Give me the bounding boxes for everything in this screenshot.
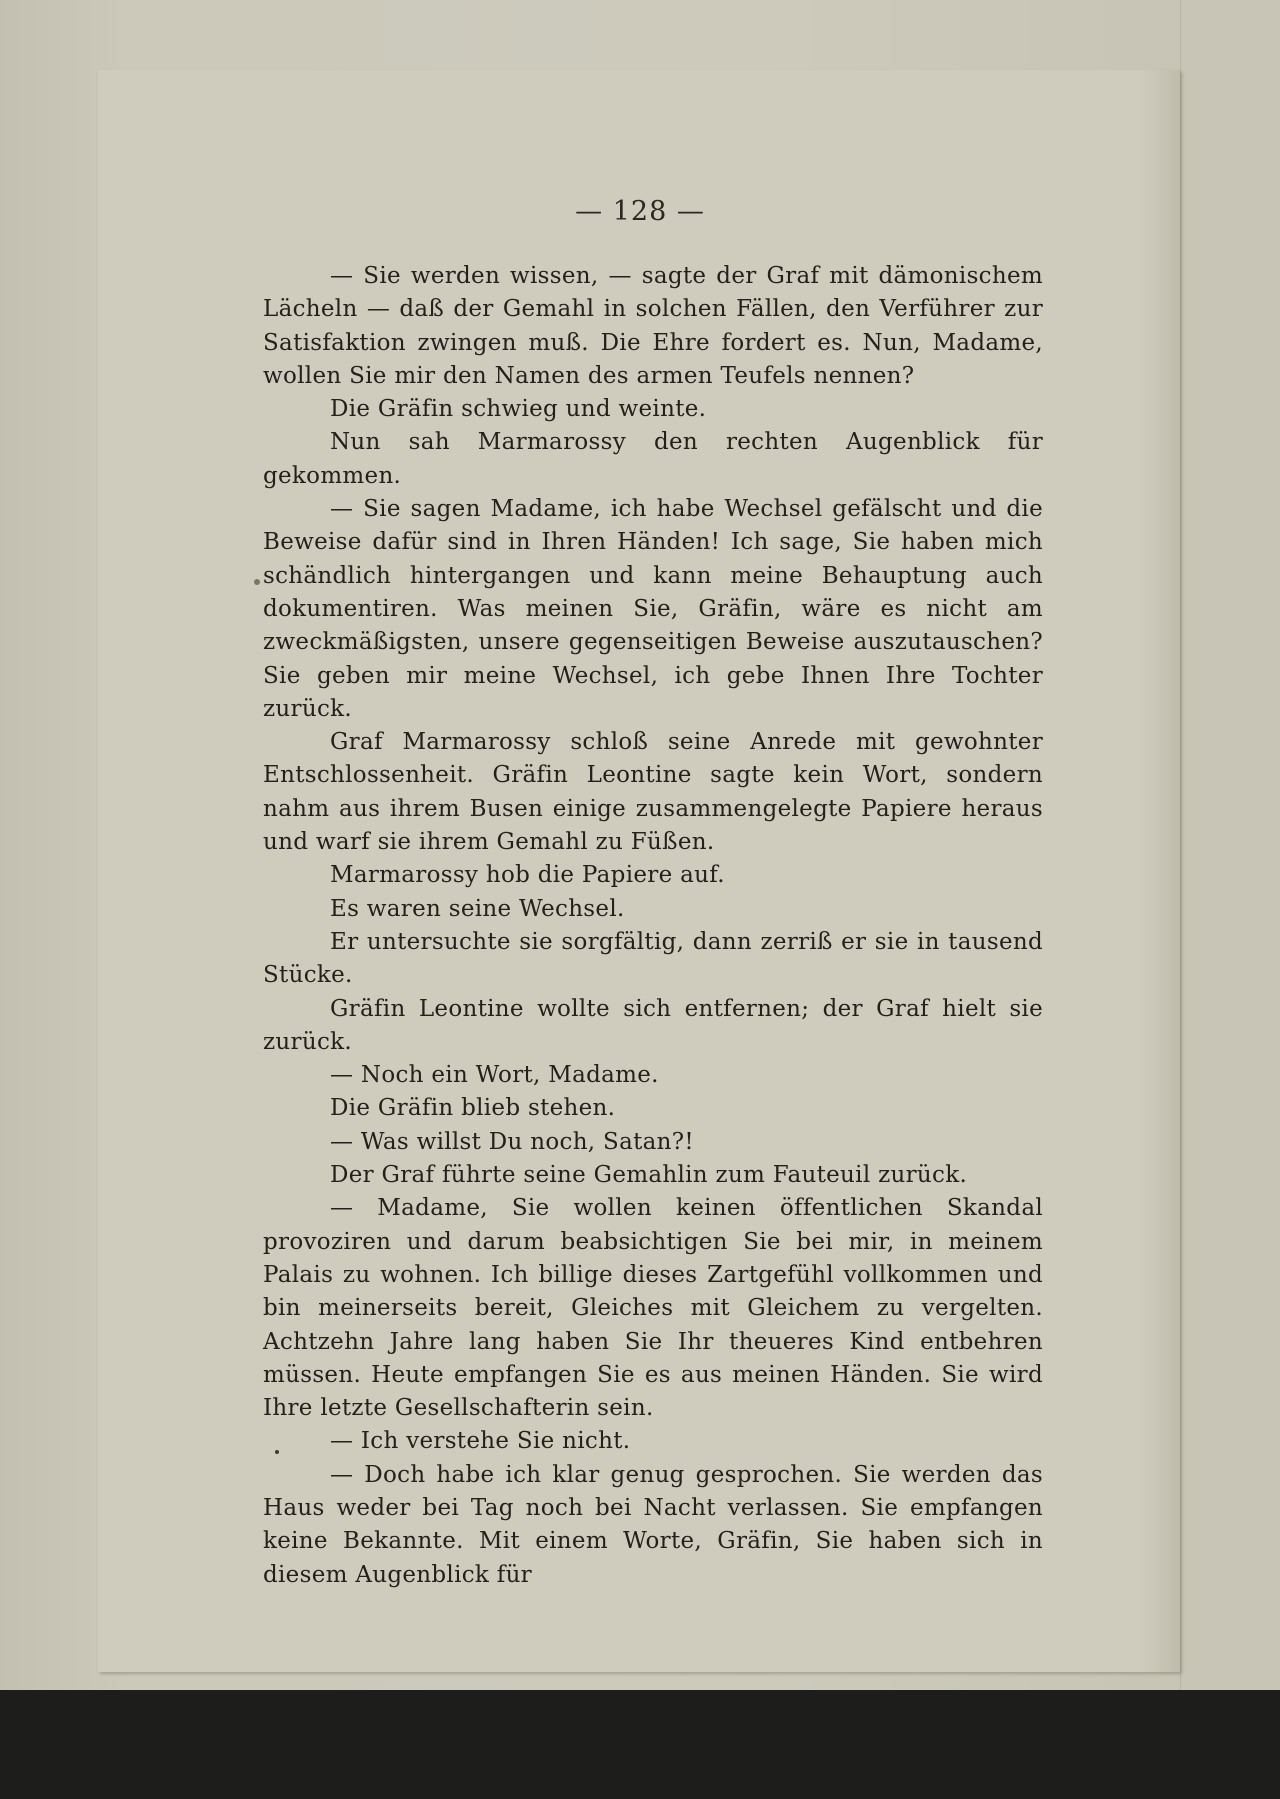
scanner-bed-edge bbox=[0, 1690, 1280, 1799]
paragraph: — Sie sagen Madame, ich habe Wechsel gefälscht und die Beweise dafür sind in Ihren Händen! Ich sage, Sie haben mich schändlich hintergangen und kann meine Behauptung auch dokumentiren. Was meinen Sie, Gräfin, wäre es nicht am zweckmäßigsten, unsere gegenseitigen Beweise auszutauschen? Sie geben mir meine Wechsel, ich gebe Ihnen Ihre Tochter zurück. bbox=[263, 496, 1043, 722]
paragraph: Gräfin Leontine wollte sich entfernen; der Graf hielt sie zurück. bbox=[263, 995, 1043, 1055]
paragraph: — Madame, Sie wollen keinen öffentlichen Skandal provoziren und darum beabsichtigen Sie bei mir, in meinem Palais zu wohnen. Ich billige dieses Zartgefühl vollkommen und bin meinerseits bereit, Gleiches mit Gleichem zu vergelten. Achtzehn Jahre lang haben Sie Ihr theueres Kind entbehren müssen. Heute empfangen Sie es aus meinen Händen. Sie wird Ihre letzte Gesellschafterin sein. bbox=[263, 1195, 1043, 1422]
paragraph: Graf Marmarossy schloß seine Anrede mit gewohnter Entschlossenheit. Gräfin Leontine sagte kein Wort, sondern nahm aus ihrem Busen einige zusammengelegte Papiere heraus und warf sie ihrem Gemahl zu Füßen. bbox=[263, 729, 1043, 856]
paragraph: — Ich verstehe Sie nicht. bbox=[330, 1428, 631, 1455]
paragraph: Es waren seine Wechsel. bbox=[330, 895, 625, 922]
paragraph: Der Graf führte seine Gemahlin zum Fauteuil zurück. bbox=[330, 1162, 968, 1189]
adjacent-page-edge bbox=[1180, 0, 1280, 1690]
body-text bbox=[263, 260, 1043, 1592]
paragraph: — Noch ein Wort, Madame. bbox=[330, 1062, 659, 1089]
margin-mark bbox=[254, 579, 260, 585]
paragraph: Er untersuchte sie sorgfältig, dann zerriß er sie in tausend Stücke. bbox=[263, 928, 1043, 989]
page-number: — 128 — bbox=[575, 196, 705, 227]
paragraph: — Doch habe ich klar genug gesprochen. Sie werden das Haus weder bei Tag noch bei Nacht verlassen. Sie empfangen keine Bekannte. Mit einem Worte, Gräfin, Sie haben sich in diesem Augenblick für bbox=[263, 1461, 1043, 1588]
paragraph: Nun sah Marmarossy den rechten Augenblick für gekommen. bbox=[263, 429, 1043, 489]
paragraph: — Sie werden wissen, — sagte der Graf mit dämonischem Lächeln — daß der Gemahl in solchen Fällen, den Verführer zur Satisfaktion zwingen muß. Die Ehre fordert es. Nun, Madame, wollen Sie mir den Namen des armen Teufels nennen? bbox=[263, 263, 1043, 389]
paragraph: Die Gräfin schwieg und weinte. bbox=[330, 396, 707, 423]
page-gutter-shadow bbox=[1140, 70, 1180, 1672]
paragraph: — Was willst Du noch, Satan?! bbox=[330, 1128, 694, 1155]
paragraph: Marmarossy hob die Papiere auf. bbox=[330, 862, 725, 889]
paragraph: Die Gräfin blieb stehen. bbox=[330, 1095, 616, 1122]
